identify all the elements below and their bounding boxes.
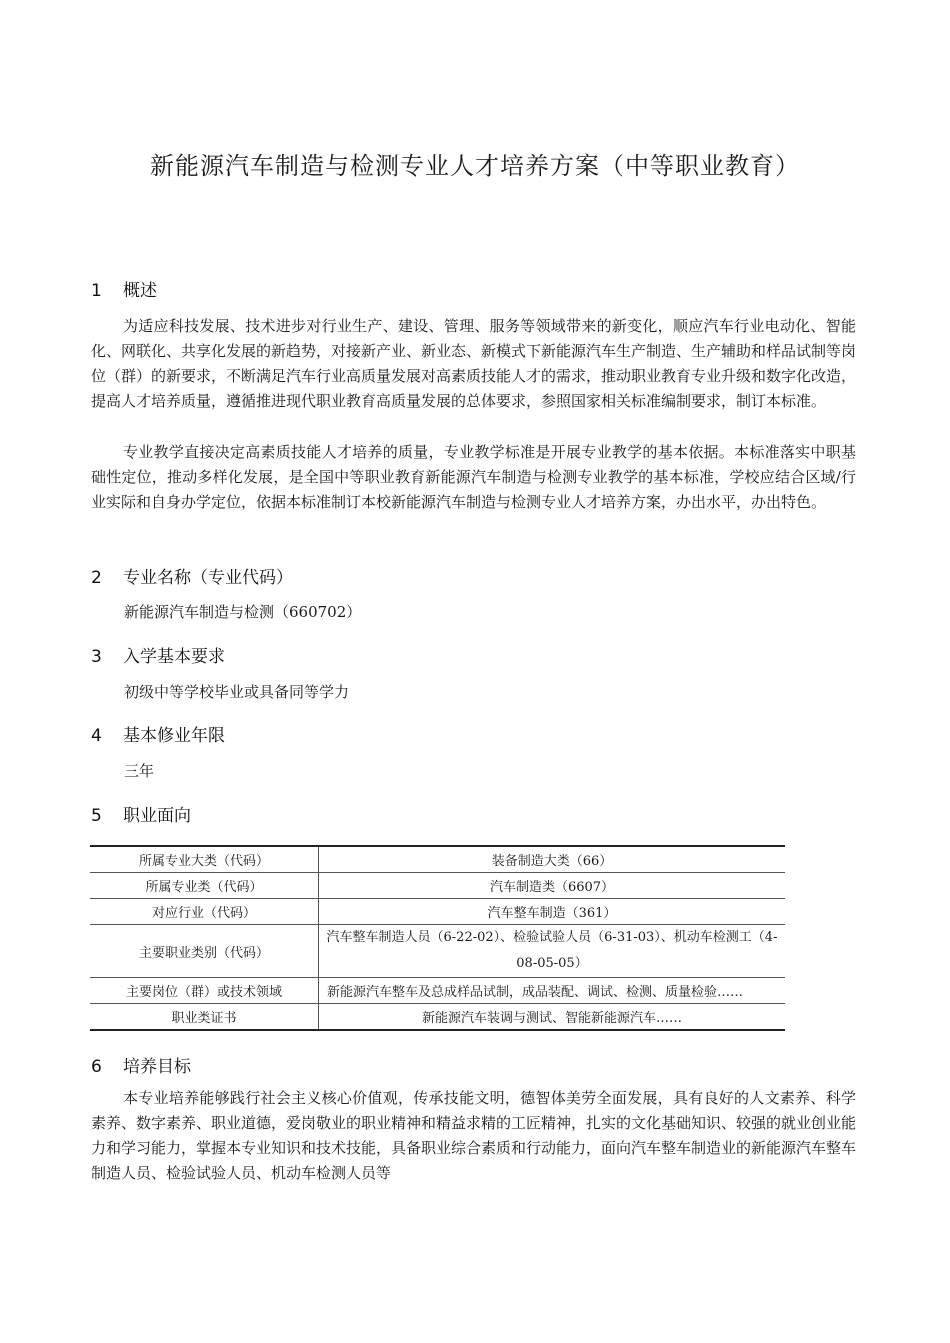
table-key: 所属专业大类（代码） [90, 846, 319, 873]
table-row [90, 978, 785, 1004]
section-number: 5 [91, 806, 102, 826]
table-row [90, 925, 785, 978]
table-key: 主要职业类别（代码） [90, 925, 319, 978]
section-heading-entry [91, 642, 225, 667]
table-value: 新能源汽车整车及总成样品试制，成品装配、调试、检测、质量检验…… [319, 978, 786, 1004]
table-row [90, 899, 785, 925]
section-heading-goal [91, 1052, 191, 1077]
section-number: 6 [91, 1057, 102, 1077]
table-value: 汽车制造类（6607） [319, 873, 786, 899]
table-row [90, 846, 785, 873]
table-key: 所属专业类（代码） [90, 873, 319, 899]
section-heading-overview [91, 276, 157, 301]
table-key: 对应行业（代码） [90, 899, 319, 925]
section-heading-career [91, 801, 191, 826]
duration-text: 三年 [124, 762, 155, 780]
table-key: 主要岗位（群）或技术领域 [90, 978, 319, 1004]
table-value: 汽车整车制造人员（6-22-02）、检验试验人员（6-31-03）、机动车检测工（4-08-05-05） [319, 925, 786, 978]
overview-paragraph-1: 为适应科技发展、技术进步对行业生产、建设、管理、服务等领域带来的新变化，顺应汽车行业电动化、智能化、网联化、共享化发展的新趋势，对接新产业、新业态、新模式下新能源汽车生产制造、生产辅助和样品试制等岗位（群）的新要求，不断满足汽车行业高质量发展对高素质技能人才的需求，推动职业教育专业升级和数字化改造，提高人才培养质量，遵循推进现代职业教育高质量发展的总体要求，参照国家相关标准编制要求，制订本标准。 [91, 317, 857, 410]
career-table [90, 845, 785, 1031]
major-name-text: 新能源汽车制造与检测（660702） [124, 603, 362, 621]
overview-paragraph-2: 专业教学直接决定高素质技能人才培养的质量，专业教学标准是开展专业教学的基本依据。本标准落实中职基础性定位，推动多样化发展，是全国中等职业教育新能源汽车制造与检测专业教学的基本标准，学校应结合区域/行业实际和自身办学定位，依据本标准制订本校新能源汽车制造与检测专业人才培养方案，办出水平，办出特色。 [91, 443, 856, 511]
section-number: 4 [91, 726, 102, 746]
section-title: 职业面向 [123, 806, 191, 826]
section-title: 概述 [123, 281, 157, 301]
section-heading-major-name [91, 563, 293, 588]
section-title: 专业名称（专业代码） [123, 568, 293, 588]
table-value: 装备制造大类（66） [491, 854, 613, 869]
table-value: 新能源汽车装调与测试、智能新能源汽车…… [319, 1004, 786, 1031]
section-title: 入学基本要求 [123, 647, 225, 667]
section-number: 3 [91, 647, 102, 667]
section-heading-duration [91, 721, 225, 746]
section-number: 2 [91, 568, 102, 588]
table-key: 职业类证书 [90, 1004, 319, 1031]
page-title: 新能源汽车制造与检测专业人才培养方案（中等职业教育） [150, 152, 800, 180]
section-number: 1 [91, 281, 102, 301]
section-title: 培养目标 [123, 1057, 191, 1077]
entry-requirement-text: 初级中等学校毕业或具备同等学力 [124, 683, 350, 701]
table-row [90, 1004, 785, 1031]
goal-paragraph-1: 本专业培养能够践行社会主义核心价值观，传承技能文明，德智体美劳全面发展，具有良好的人文素养、科学素养、数字素养、职业道德，爱岗敬业的职业精神和精益求精的工匠精神，扎实的文化基础知识、较强的就业创业能力和学习能力，掌握本专业知识和技术技能，具备职业综合素质和行动能力，面向汽车整车制造业的新能源汽车整车制造人员、检验试验人员、机动车检测人员等 [91, 1089, 857, 1182]
table-row [90, 873, 785, 899]
section-title: 基本修业年限 [123, 726, 225, 746]
table-value: 汽车整车制造（361） [319, 899, 786, 925]
